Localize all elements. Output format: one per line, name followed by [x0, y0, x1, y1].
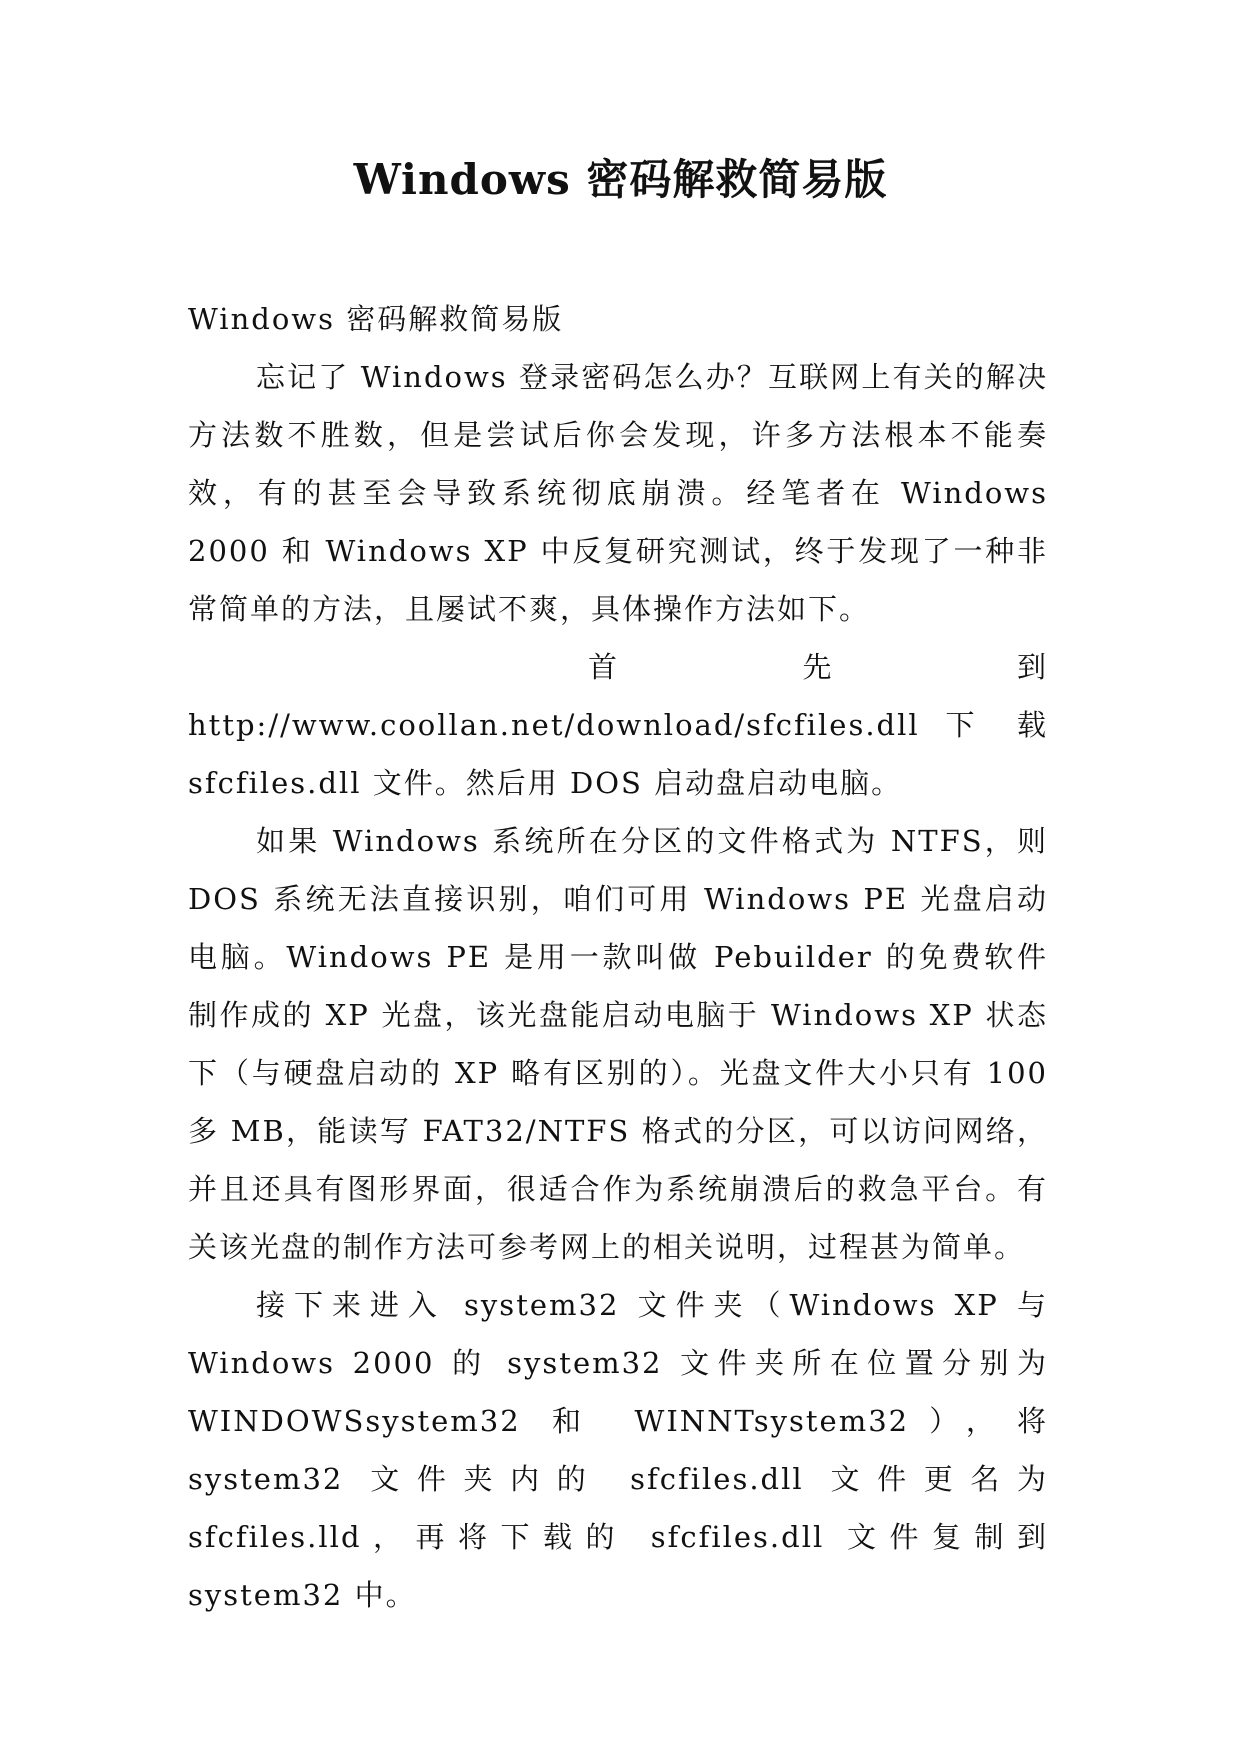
document-subtitle: Windows 密码解救简易版: [188, 302, 564, 336]
paragraph-intro: 忘记了 Windows 登录密码怎么办？互联网上有关的解决方法数不胜数，但是尝试后你会发现，许多方法根本不能奏效，有的甚至会导致系统彻底崩溃。经笔者在 Windows 2000 和 Windows XP 中反复研究测试，终于发现了一种非常简单的方法，且屡试不爽，具体操作方法如下。: [188, 360, 1048, 626]
download-label: 下 载: [945, 708, 1049, 742]
page-title: Windows 密码解救简易版: [353, 155, 888, 204]
document-body: [188, 290, 1048, 1624]
paragraph-download-url-line: [188, 696, 1048, 754]
paragraph-windows-pe: 如果 Windows 系统所在分区的文件格式为 NTFS，则 DOS 系统无法直接识别，咱们可用 Windows PE 光盘启动电脑。Windows PE 是用一款叫做 Pebuilder 的免费软件制作成的 XP 光盘，该光盘能启动电脑于 Windows XP 状态下（与硬盘启动的 XP 略有区别的）。光盘文件大小只有 100 多 MB，能读写 FAT32/NTFS 格式的分区，可以访问网络，并且还具有图形界面，很适合作为系统崩溃后的救急平台。有关该光盘的制作方法可参考网上的相关说明，过程甚为简单。: [188, 824, 1048, 1264]
paragraph-download-rest: sfcfiles.dll 文件。然后用 DOS 启动盘启动电脑。: [188, 766, 903, 800]
paragraph-download-lead: 首 先 到: [588, 650, 1048, 684]
paragraph-system32: 接下来进入 system32 文件夹（Windows XP 与 Windows 2000 的 system32 文件夹所在位置分别为 WINDOWSsystem32 和 WINNTsystem32），将 system32 文件夹内的 sfcfiles.dll 文件更名为 sfcfiles.lld，再将下载的 sfcfiles.dll 文件复制到 system32 中。: [188, 1288, 1048, 1612]
download-link[interactable]: http://www.coollan.net/download/sfcfiles.dll: [188, 708, 920, 742]
